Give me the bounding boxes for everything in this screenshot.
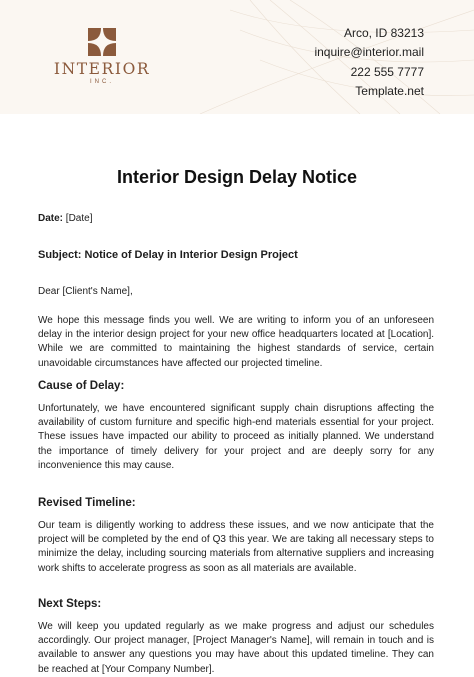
section-heading-next-steps: Next Steps: bbox=[38, 598, 102, 610]
greeting: Dear [Client's Name], bbox=[38, 286, 133, 297]
section-body-cause: Unfortunately, we have encountered significant supply chain disruptions affecting the availability of custom furniture and specific high-end materials essential for your project. These issues have impacted our ability to proceed as initially planned. We understand the importance of timely delivery for your project and are deeply sorry for any inconvenience this may cause. bbox=[38, 403, 434, 471]
section-heading-timeline: Revised Timeline: bbox=[38, 497, 136, 509]
section-body-next-steps: We will keep you updated regularly as we make progress and adjust our schedules accordingly. Our project manager, [Project Manager's Name], will remain in touch and is available to answer any questions you may have about this updated timeline. They can be reached at [Your Company Number]. bbox=[38, 621, 434, 675]
letterhead bbox=[0, 0, 474, 114]
logo-name: INTERIOR bbox=[53, 60, 151, 78]
section-body-timeline: Our team is diligently working to address these issues, and we now anticipate that the project will be completed by the end of Q3 this year. We are taking all necessary steps to minimize the delay, including sourcing materials from alternative suppliers and increasing work shifts to accelerate progress as soon as all materials are available. bbox=[38, 520, 434, 574]
date-value: [Date] bbox=[65, 213, 93, 224]
intro-paragraph: We hope this message finds you well. We are writing to inform you of an unforeseen delay in the interior design project for your new office headquarters located at [Location]. While we are committed to maintaining the highest standards of service, certain unavoidable circumstances have affected our projected timeline. bbox=[38, 315, 434, 369]
subject-line: Subject: Notice of Delay in Interior Design Project bbox=[38, 249, 298, 261]
company-logo bbox=[44, 27, 160, 85]
contact-info bbox=[314, 24, 424, 101]
logo-mark-icon bbox=[87, 27, 117, 57]
logo-subtitle: INC. bbox=[90, 79, 114, 85]
date-line bbox=[38, 213, 92, 224]
contact-website: Template.net bbox=[355, 83, 424, 98]
contact-address: Arco, ID 83213 bbox=[343, 26, 424, 40]
document-title: Interior Design Delay Notice bbox=[116, 167, 358, 187]
contact-phone: 222 555 7777 bbox=[350, 64, 424, 79]
section-heading-cause: Cause of Delay: bbox=[38, 380, 125, 392]
date-label: Date: bbox=[38, 213, 64, 224]
contact-email: inquire@interior.mail bbox=[314, 45, 424, 60]
